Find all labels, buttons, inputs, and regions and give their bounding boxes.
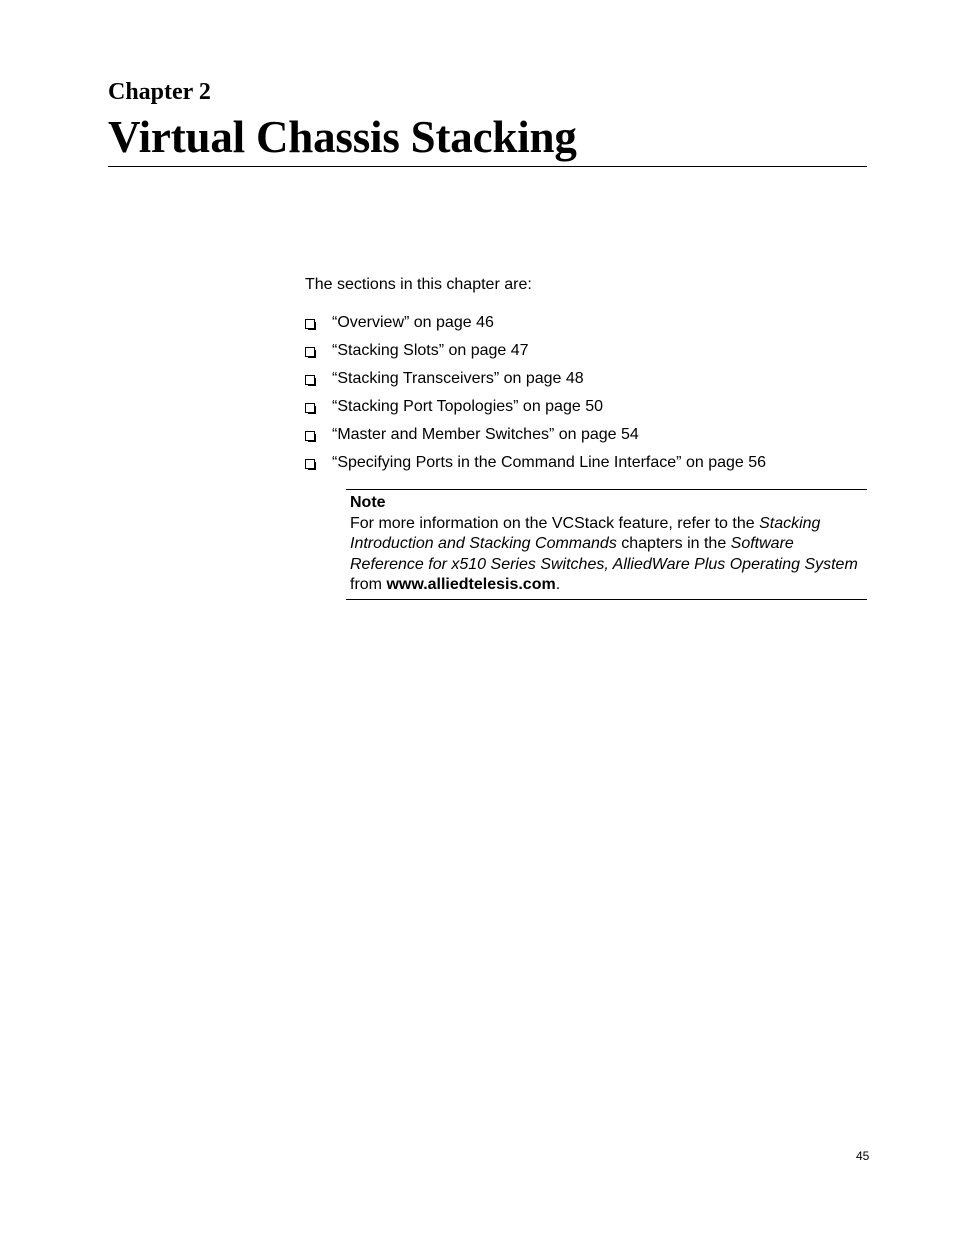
note-reference-title: Software Reference for x510 Series Switches, AlliedWare Plus Operating System xyxy=(350,535,858,573)
note-heading: Note xyxy=(350,494,386,511)
note-text: For more information on the VCStack feature, refer to the xyxy=(350,514,760,532)
list-item[interactable] xyxy=(305,453,766,481)
chapter-label: Chapter 2 xyxy=(108,79,211,105)
note-text: . xyxy=(555,576,561,593)
checkbox-icon xyxy=(305,375,315,385)
checkbox-icon xyxy=(305,347,315,357)
section-list xyxy=(305,313,766,481)
section-link[interactable]: “Overview” on page 46 xyxy=(332,314,494,331)
section-link[interactable]: “Stacking Port Topologies” on page 50 xyxy=(332,398,603,415)
page-number: 45 xyxy=(856,1149,870,1163)
note-box xyxy=(346,489,867,600)
chapter-title: Virtual Chassis Stacking xyxy=(108,112,577,162)
list-item[interactable] xyxy=(305,341,766,369)
section-link[interactable]: “Stacking Transceivers” on page 48 xyxy=(332,370,584,387)
website-link[interactable]: www.alliedtelesis.com xyxy=(386,576,556,593)
note-body xyxy=(350,514,863,596)
list-item[interactable] xyxy=(305,313,766,341)
title-rule xyxy=(108,166,867,167)
note-reference-title: Stacking Introduction and Stacking Commands xyxy=(350,514,821,552)
note-text: from xyxy=(350,576,387,593)
checkbox-icon xyxy=(305,403,315,413)
checkbox-icon xyxy=(305,431,315,441)
section-link[interactable]: “Specifying Ports in the Command Line Interface” on page 56 xyxy=(332,454,767,471)
list-item[interactable] xyxy=(305,397,766,425)
intro-text: The sections in this chapter are: xyxy=(305,276,532,293)
checkbox-icon xyxy=(305,319,315,329)
list-item[interactable] xyxy=(305,369,766,397)
section-link[interactable]: “Master and Member Switches” on page 54 xyxy=(332,426,639,443)
checkbox-icon xyxy=(305,459,315,469)
list-item[interactable] xyxy=(305,425,766,453)
section-link[interactable]: “Stacking Slots” on page 47 xyxy=(332,342,529,359)
note-text: chapters in the xyxy=(616,535,731,552)
